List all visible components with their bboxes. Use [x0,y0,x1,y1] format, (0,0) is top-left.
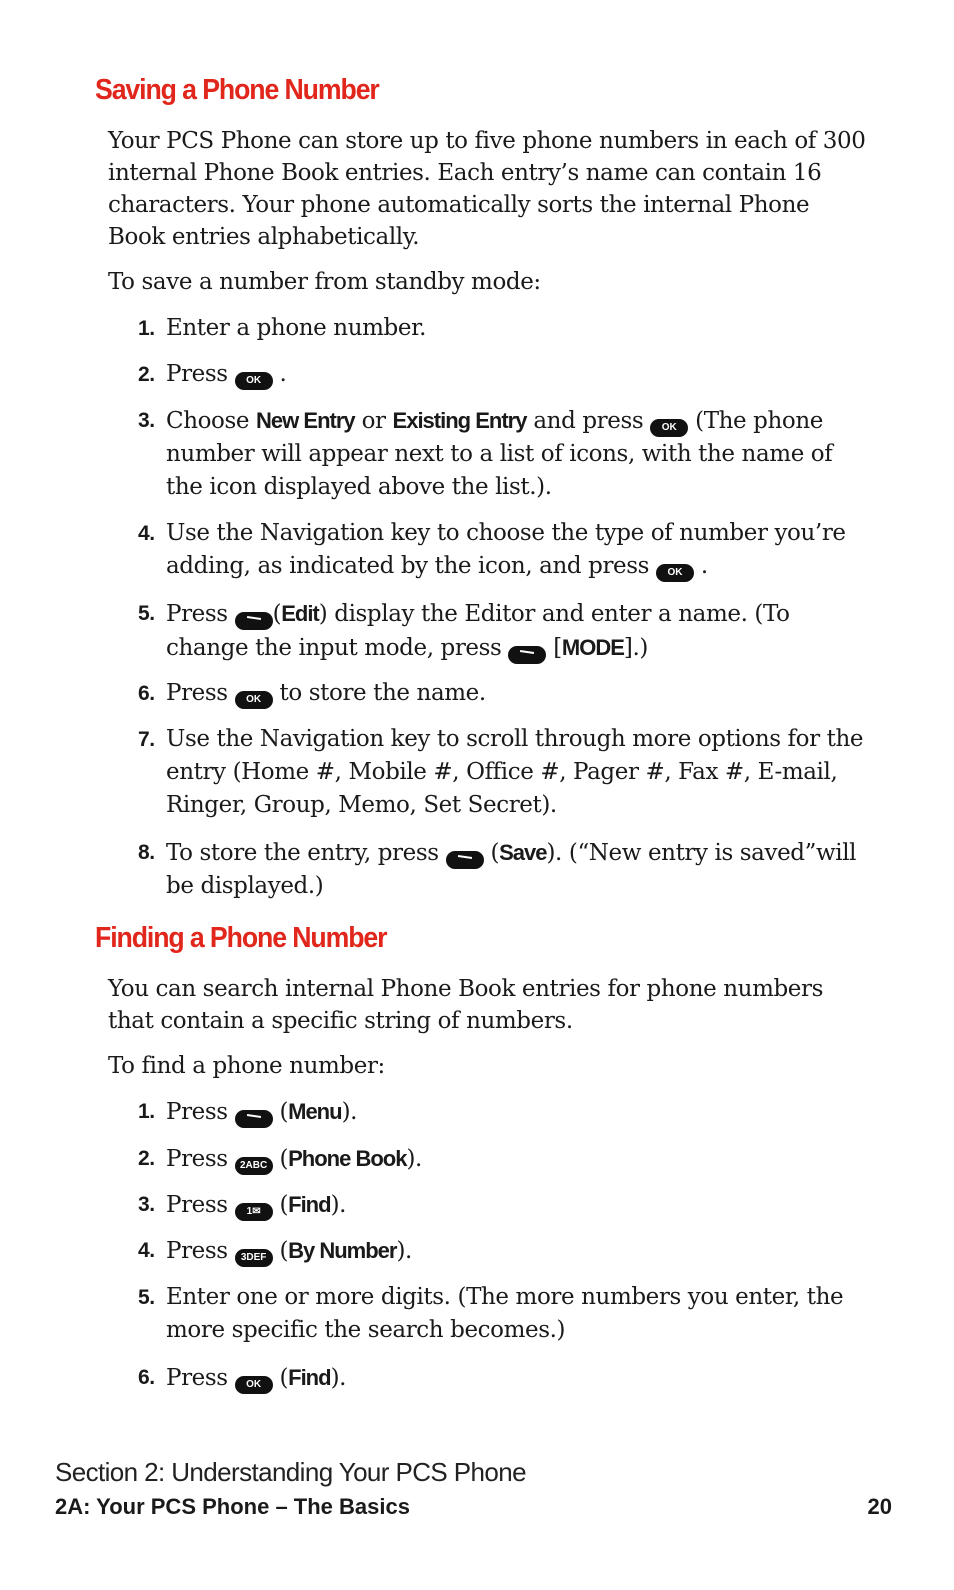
footer-chapter-title: 2A: Your PCS Phone – The Basics [55,1494,410,1519]
saving-step-5: 5. Press (Edit) display the Editor and enter a name. (To change the input mode, press [MODE].) [138,597,868,665]
saving-step-8: 8. To store the entry, press (Save). (“New entry is saved”will be displayed.) [138,840,857,899]
saving-intro: Your PCS Phone can store up to five phone numbers in each of 300 internal Phone Book entries. Each entry’s name can contain 16 characters. Your phone automatically sorts the internal Phone Book entries alphabetically. [108,128,866,250]
finding-step-1: 1. Press (Menu). [138,1095,868,1129]
page-number: 20 [867,1494,892,1519]
saving-lead: To save a number from standby mode: [108,269,541,295]
saving-step-4: 4. Use the Navigation key to choose the type of number you’re adding, as indicated by the icon, and press OK . [138,517,868,583]
finding-intro: You can search internal Phone Book entries for phone numbers that contain a specific string of numbers. [108,976,824,1034]
finding-step-6: 6. Press OK (Find). [138,1361,868,1395]
finding-step-4: 4. Press 3DEF (By Number). [138,1234,868,1268]
footer-section-title: Section 2: Understanding Your PCS Phone [55,1457,526,1487]
saving-step-1: 1. Enter a phone number. [138,315,427,341]
saving-step-2: 2. Press OK . [138,358,868,391]
saving-step-3: 3. Choose New Entry or Existing Entry and press OK (The phone number will appear next to a list of icons, with the name of the icon displayed above the list.). [138,408,833,500]
finding-lead: To find a phone number: [108,1053,385,1079]
softkey-icon [235,1110,273,1128]
ok-key-icon: OK [235,372,273,390]
saving-step-7: 7. Use the Navigation key to scroll through more options for the entry (Home #, Mobile #, Office #, Pager #, Fax #, E-mail, Ringer, Group, Memo, Set Secret). [138,726,864,818]
key-2-icon: 2ABC [235,1157,273,1175]
section-heading-saving: Saving a Phone Number [95,74,379,106]
ok-key-icon: OK [650,419,688,437]
ok-key-icon: OK [656,564,694,582]
softkey-icon [446,851,484,869]
ok-key-icon: OK [235,691,273,709]
finding-step-3: 3. Press 1✉ (Find). [138,1188,868,1222]
section-heading-finding: Finding a Phone Number [95,922,387,954]
softkey-icon [508,646,546,664]
finding-step-2: 2. Press 2ABC (Phone Book). [138,1142,868,1176]
finding-step-5: 5. Enter one or more digits. (The more numbers you enter, the more specific the search becomes.) [138,1284,844,1343]
ok-key-icon: OK [235,1376,273,1394]
saving-step-6: 6. Press OK to store the name. [138,677,868,710]
softkey-icon [235,612,273,630]
key-3-icon: 3DEF [235,1249,273,1267]
key-1-icon: 1✉ [235,1203,273,1221]
